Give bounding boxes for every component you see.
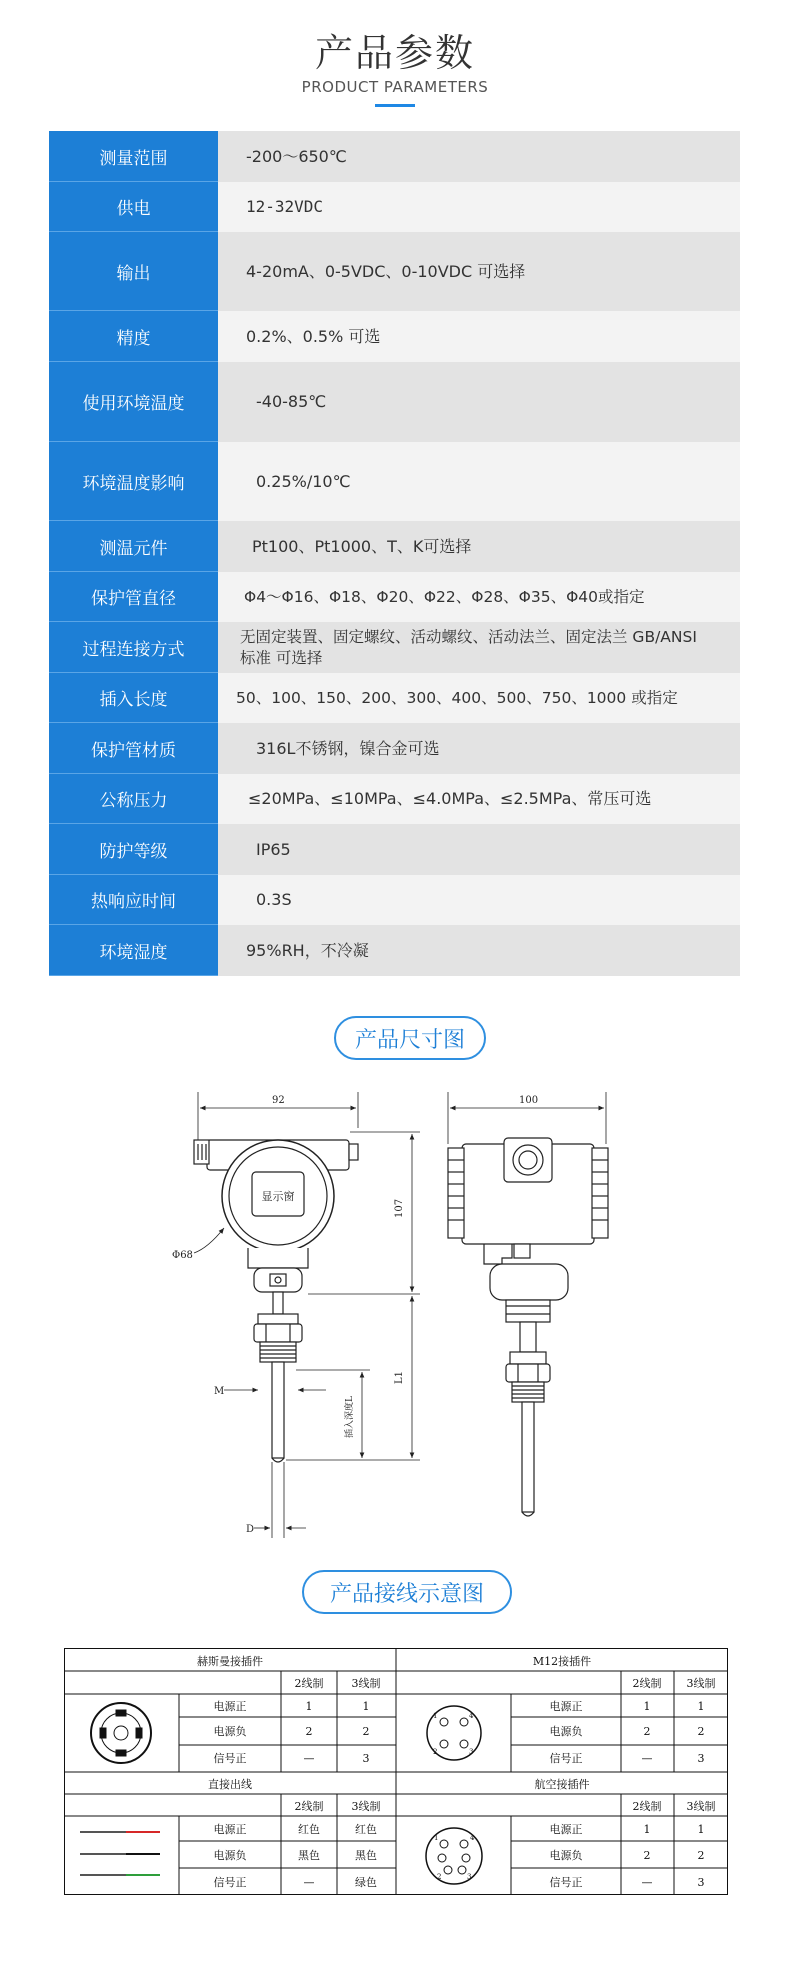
pin-number: 3 xyxy=(469,1748,474,1756)
row-2wire: — xyxy=(303,1752,315,1765)
row-name: 信号正 xyxy=(213,1752,247,1765)
aviation-connector-icon xyxy=(426,1828,482,1884)
row-3wire: 3 xyxy=(697,1876,705,1889)
param-label: 精度 xyxy=(49,311,218,362)
row-2wire: — xyxy=(641,1752,653,1765)
row-name: 电源正 xyxy=(549,1700,583,1713)
row-2wire: — xyxy=(641,1876,653,1889)
pin-number: 4 xyxy=(469,1712,474,1720)
page-subtitle: PRODUCT PARAMETERS xyxy=(301,78,489,96)
m12-connector-icon xyxy=(427,1706,481,1760)
param-row xyxy=(49,311,740,362)
row-2wire: 1 xyxy=(305,1700,313,1713)
param-row xyxy=(49,182,740,232)
param-value: Φ4～Φ16、Φ18、Φ20、Φ22、Φ28、Φ35、Φ40或指定 xyxy=(218,572,740,622)
header-2wire: 2线制 xyxy=(294,1800,324,1813)
row-3wire: 绿色 xyxy=(355,1876,377,1889)
hirschmann-title: 赫斯曼接插件 xyxy=(197,1655,263,1668)
row-2wire: — xyxy=(303,1876,315,1889)
param-label: 防护等级 xyxy=(49,824,218,875)
param-label: 使用环境温度 xyxy=(49,362,218,442)
row-3wire: 1 xyxy=(362,1700,370,1713)
param-row xyxy=(49,925,740,976)
param-value: IP65 xyxy=(218,824,740,875)
param-label: 保护管材质 xyxy=(49,723,218,774)
param-value: 0.25%/10℃ xyxy=(218,442,740,521)
param-label: 环境温度影响 xyxy=(49,442,218,521)
param-value: 0.3S xyxy=(218,875,740,925)
header-3wire: 3线制 xyxy=(351,1800,381,1813)
dimension-drawing xyxy=(150,1088,630,1548)
pin-number: 1 xyxy=(433,1712,438,1720)
pin-number: 4 xyxy=(470,1834,475,1842)
header-3wire: 3线制 xyxy=(686,1800,716,1813)
row-name: 电源负 xyxy=(549,1849,583,1862)
param-value: 95%RH，不冷凝 xyxy=(218,925,740,976)
param-value: 12-32VDC xyxy=(218,182,740,232)
aviation-title: 航空接插件 xyxy=(534,1778,590,1791)
row-2wire: 1 xyxy=(643,1700,651,1713)
row-name: 电源正 xyxy=(549,1823,583,1836)
header-2wire: 2线制 xyxy=(294,1677,324,1690)
m12-title: M12接插件 xyxy=(532,1655,592,1668)
param-label: 环境湿度 xyxy=(49,925,218,976)
param-row xyxy=(49,824,740,875)
header-2wire: 2线制 xyxy=(632,1800,662,1813)
dim-insertion-depth: 插入深度L xyxy=(345,1396,355,1438)
dim-width-92: 92 xyxy=(272,1095,285,1106)
param-value: 无固定装置、固定螺纹、活动螺纹、活动法兰、固定法兰 GB/ANSI标准 可选择 xyxy=(218,622,740,673)
dim-d: D xyxy=(246,1524,255,1535)
param-label: 测温元件 xyxy=(49,521,218,572)
row-2wire: 2 xyxy=(305,1725,313,1738)
row-3wire: 1 xyxy=(697,1700,705,1713)
direct-lead-title: 直接出线 xyxy=(208,1778,252,1791)
row-2wire: 黑色 xyxy=(298,1849,320,1862)
param-label: 过程连接方式 xyxy=(49,622,218,673)
param-value: 0.2%、0.5% 可选 xyxy=(218,311,740,362)
row-3wire: 黑色 xyxy=(355,1849,377,1862)
row-3wire: 2 xyxy=(362,1725,370,1738)
param-row xyxy=(49,673,740,723)
param-value: -40-85℃ xyxy=(218,362,740,442)
param-label: 公称压力 xyxy=(49,774,218,824)
dim-l1: L1 xyxy=(394,1370,405,1384)
param-row xyxy=(49,131,740,182)
row-3wire: 2 xyxy=(697,1849,705,1862)
param-row xyxy=(49,723,740,774)
dim-height-107: 107 xyxy=(394,1198,405,1218)
param-value: ≤20MPa、≤10MPa、≤4.0MPa、≤2.5MPa、常压可选 xyxy=(218,774,740,824)
wiring-heading: 产品接线示意图 xyxy=(302,1570,512,1614)
param-row xyxy=(49,232,740,311)
row-name: 电源负 xyxy=(549,1725,583,1738)
param-label: 供电 xyxy=(49,182,218,232)
param-label: 保护管直径 xyxy=(49,572,218,622)
display-window-label: 显示窗 xyxy=(261,1190,295,1203)
param-label: 插入长度 xyxy=(49,673,218,723)
pin-number: 1 xyxy=(434,1834,439,1842)
row-name: 信号正 xyxy=(213,1876,247,1889)
row-2wire: 2 xyxy=(643,1725,651,1738)
row-3wire: 3 xyxy=(697,1752,705,1765)
row-2wire: 1 xyxy=(643,1823,651,1836)
wiring-diagram-table xyxy=(64,1648,728,1895)
row-3wire: 红色 xyxy=(355,1823,377,1836)
row-3wire: 2 xyxy=(697,1725,705,1738)
header-2wire: 2线制 xyxy=(632,1677,662,1690)
parameters-table xyxy=(49,131,740,976)
param-row xyxy=(49,875,740,925)
param-row xyxy=(49,442,740,521)
page-title: 产品参数 xyxy=(314,31,475,75)
header-3wire: 3线制 xyxy=(686,1677,716,1690)
param-value: 4-20mA、0-5VDC、0-10VDC 可选择 xyxy=(218,232,740,311)
title-underline xyxy=(375,104,415,107)
param-row xyxy=(49,521,740,572)
param-value: 316L不锈钢，镍合金可选 xyxy=(218,723,740,774)
row-name: 电源正 xyxy=(213,1700,247,1713)
dim-phi68: Φ68 xyxy=(172,1250,193,1261)
param-row xyxy=(49,362,740,442)
param-label: 热响应时间 xyxy=(49,875,218,925)
param-value: Pt100、Pt1000、T、K可选择 xyxy=(218,521,740,572)
row-name: 电源正 xyxy=(213,1823,247,1836)
param-row xyxy=(49,774,740,824)
row-name: 信号正 xyxy=(549,1876,583,1889)
row-2wire: 红色 xyxy=(298,1823,320,1836)
param-value: -200～650℃ xyxy=(218,131,740,182)
param-label: 输出 xyxy=(49,232,218,311)
dimensions-heading: 产品尺寸图 xyxy=(334,1016,486,1060)
row-name: 电源负 xyxy=(213,1725,247,1738)
pin-number: 2 xyxy=(433,1748,438,1756)
hirschmann-connector-icon xyxy=(91,1703,151,1763)
header-3wire: 3线制 xyxy=(351,1677,381,1690)
param-value: 50、100、150、200、300、400、500、750、1000 或指定 xyxy=(218,673,740,723)
param-row xyxy=(49,622,740,673)
row-3wire: 1 xyxy=(697,1823,705,1836)
row-2wire: 2 xyxy=(643,1849,651,1862)
dim-m: M xyxy=(214,1386,225,1397)
direct-lead-wires-icon xyxy=(80,1832,160,1875)
row-3wire: 3 xyxy=(362,1752,370,1765)
row-name: 电源负 xyxy=(213,1849,247,1862)
dim-width-100: 100 xyxy=(519,1095,539,1106)
row-name: 信号正 xyxy=(549,1752,583,1765)
pin-number: 2 xyxy=(437,1873,442,1881)
param-row xyxy=(49,572,740,622)
pin-number: 3 xyxy=(467,1873,472,1881)
param-label: 测量范围 xyxy=(49,131,218,182)
